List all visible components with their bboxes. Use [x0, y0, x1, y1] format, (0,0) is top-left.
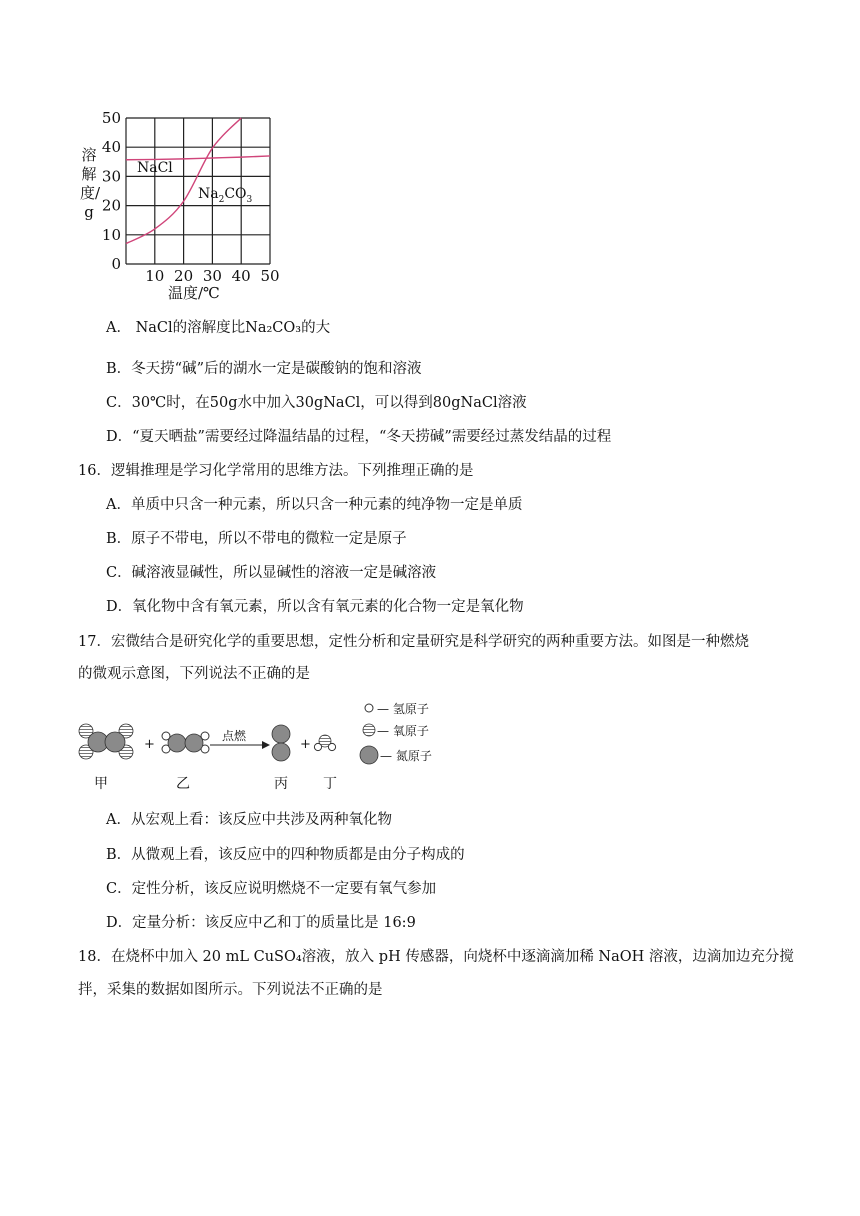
plus-sign-1: +: [144, 737, 155, 752]
series-label-na2co3: [198, 186, 253, 205]
q15-option-d: D．“夏天晒盐”需要经过降温结晶的过程，“冬天捞碱”需要经过蒸发结晶的过程: [106, 429, 612, 445]
q17-option-a: A．从宏观上看：该反应中共涉及两种氧化物: [106, 812, 392, 828]
y-axis-label: 溶解度/g: [80, 146, 101, 221]
x-axis-label: 温度/℃: [168, 284, 220, 302]
y-tick-label: 50: [101, 109, 121, 127]
legend-nitrogen: — 氮原子: [380, 749, 432, 763]
q15-option-a: A． NaCl的溶解度比Na₂CO₃的大: [106, 320, 331, 336]
q17-stem-line2: 的微观示意图，下列说法不正确的是: [78, 666, 310, 682]
y-tick-label: 20: [101, 196, 121, 215]
q17-option-c: C．定性分析，该反应说明燃烧不一定要有氧气参加: [106, 881, 437, 897]
x-tick-label: 40: [231, 267, 251, 285]
q16-option-b: B．原子不带电，所以不带电的微粒一定是原子: [106, 531, 407, 547]
x-tick-label: 20: [174, 267, 194, 285]
x-tick-label: 50: [260, 267, 280, 285]
q16-option-c: C．碱溶液显碱性，所以显碱性的溶液一定是碱溶液: [106, 565, 437, 581]
q16-option-d: D．氧化物中含有氧元素，所以含有氧元素的化合物一定是氧化物: [106, 599, 524, 615]
label-yi: 乙: [176, 776, 190, 792]
solubility-chart: [72, 104, 292, 304]
label-bing: 丙: [274, 776, 288, 792]
y-tick-label: 40: [101, 138, 121, 157]
molecule-ding: [314, 735, 335, 751]
chart-series: [126, 118, 270, 244]
q15-option-b: B．冬天捞“碱”后的湖水一定是碳酸钠的饱和溶液: [106, 361, 422, 377]
q17-stem-line1: 17．宏微结合是研究化学的重要思想，定性分析和定量研究是科学研究的两种重要方法。如图是一种燃烧: [78, 634, 749, 650]
y-tick-label: 10: [101, 225, 121, 244]
na2co3-sub1: 2: [218, 195, 225, 205]
y-tick-label: 30: [101, 167, 121, 186]
q15-option-c: C．30℃时，在50g水中加入30gNaCl，可以得到80gNaCl溶液: [106, 395, 527, 411]
q17-option-d: D．定量分析：该反应中乙和丁的质量比是 16:9: [106, 915, 416, 931]
na2co3-part1: Na: [198, 186, 219, 202]
arrow-label: 点燃: [222, 729, 247, 743]
x-tick-label: 30: [202, 267, 222, 285]
q18-stem-line2: 拌，采集的数据如图所示。下列说法不正确的是: [78, 982, 383, 998]
molecule-bing: [272, 725, 290, 761]
y-tick-label: 0: [111, 255, 121, 273]
label-jia: 甲: [94, 776, 108, 792]
na2co3-part2: CO: [224, 186, 247, 202]
q17-option-b: B．从微观上看，该反应中的四种物质都是由分子构成的: [106, 847, 465, 863]
molecule-jia: [79, 724, 133, 759]
reaction-diagram: [70, 692, 460, 796]
series-label-nacl: NaCl: [137, 160, 173, 176]
legend-oxygen: — 氧原子: [377, 724, 429, 738]
label-ding: 丁: [323, 776, 337, 792]
x-tick-labels: [145, 267, 279, 285]
legend: [360, 702, 432, 764]
legend-hydrogen: — 氢原子: [377, 702, 429, 716]
na2co3-sub2: 3: [246, 195, 253, 205]
y-tick-labels: [102, 109, 121, 273]
q16-stem: 16．逻辑推理是学习化学常用的思维方法。下列推理正确的是: [78, 463, 474, 479]
x-tick-label: 10: [145, 267, 165, 285]
molecule-yi: [162, 732, 209, 753]
q16-option-a: A．单质中只含一种元素，所以只含一种元素的纯净物一定是单质: [106, 497, 523, 513]
plus-sign-2: +: [300, 737, 311, 752]
q18-stem-line1: 18．在烧杯中加入 20 mL CuSO₄溶液，放入 pH 传感器，向烧杯中逐滴滴加稀 NaOH 溶液，边滴加边充分搅: [78, 949, 794, 965]
